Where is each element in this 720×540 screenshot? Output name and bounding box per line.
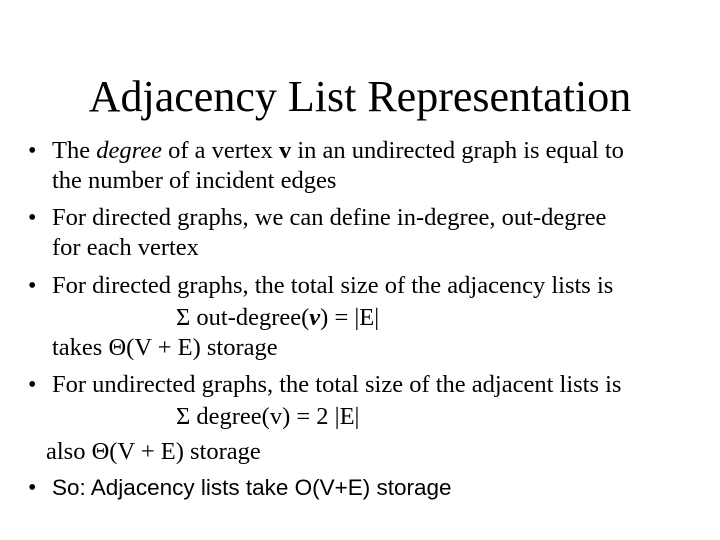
bullet-2-line-2: for each vertex [52, 234, 199, 261]
slide-title: Adjacency List Representation [88, 72, 632, 121]
formula-rhs: ) = |E| [320, 304, 380, 331]
bullet-1-pre: The [52, 137, 97, 164]
bullet-5-line-1: So: Adjacency lists take O(V+E) storage [52, 475, 452, 500]
bullet-marker: • [28, 475, 37, 501]
bullet-4-line-3: also Θ(V + E) storage [46, 438, 261, 465]
bullet-marker: • [28, 205, 37, 231]
bullet-1-emphasis: degree [96, 137, 162, 164]
bullet-1-line-2: the number of incident edges [52, 167, 337, 194]
bullet-marker: • [28, 273, 37, 299]
bullet-marker: • [28, 138, 37, 164]
bullet-4-formula: Σ degree(v) = 2 |E| [176, 403, 360, 430]
bullet-1-post: in an undirected graph is equal to [291, 137, 624, 164]
bullet-1-line-1 [52, 136, 624, 166]
formula-sum: Σ out-degree( [176, 304, 310, 331]
bullet-3-line-1: For directed graphs, the total size of the adjacency lists is [52, 272, 614, 299]
bullet-3-formula [176, 303, 379, 333]
bullet-marker: • [28, 372, 37, 398]
bullet-1-mid: of a vertex [161, 137, 279, 164]
bullet-4-line-1: For undirected graphs, the total size of the adjacent lists is [52, 371, 622, 398]
bullet-3-line-3: takes Θ(V + E) storage [52, 334, 278, 361]
bullet-2-line-1: For directed graphs, we can define in-degree, out-degree [52, 204, 607, 231]
bullet-1-vertex-var: v [278, 137, 292, 164]
formula-var-v: v [309, 304, 321, 331]
